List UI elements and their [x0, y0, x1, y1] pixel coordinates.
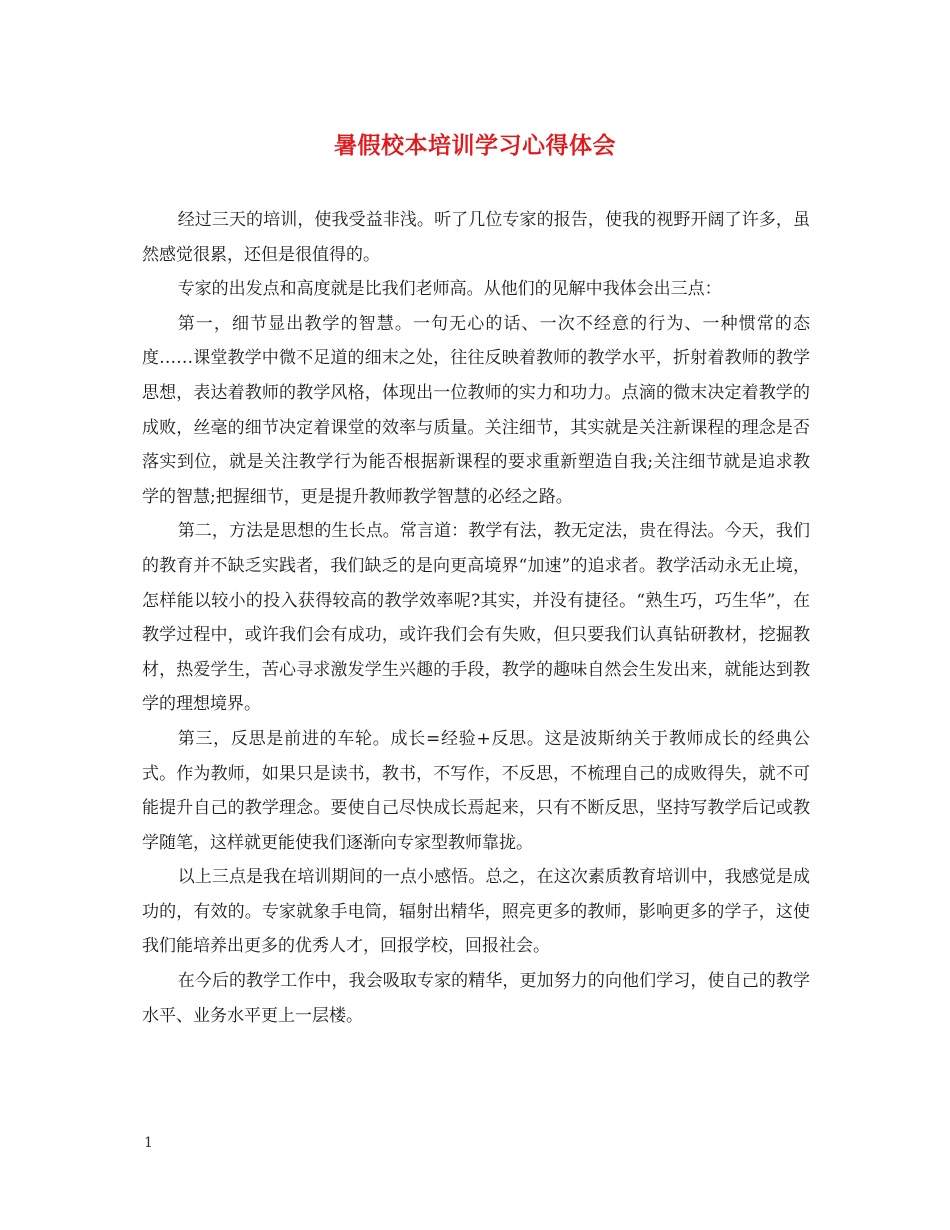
paragraph-3: 第一，细节显出教学的智慧。一句无心的话、一次不经意的行为、一种惯常的态度……课堂教学中微不足道的细末之处，往往反映着教师的教学水平，折射着教师的教学思想，表达着教师的教学风格，体现出一位教师的实力和功力。点滴的微末决定着教学的成败，丝毫的细节决定着课堂的效率与质量。关注细节，其实就是关注新课程的理念是否落实到位，就是关注教学行为能否根据新课程的要求重新塑造自我;关注细节就是追求教学的智慧;把握细节，更是提升教师教学智慧的必经之路。	[142, 313, 810, 507]
page-number: 1	[144, 1135, 153, 1151]
document-body	[142, 203, 810, 1033]
paragraph-6: 以上三点是我在培训期间的一点小感悟。总之，在这次素质教育培训中，我感觉是成功的，有效的。专家就象手电筒，辐射出精华，照亮更多的教师，影响更多的学子，这使我们能培养出更多的优秀人才，回报学校，回报社会。	[142, 867, 810, 957]
paragraph-2: 专家的出发点和高度就是比我们老师高。从他们的见解中我体会出三点：	[177, 279, 722, 300]
paragraph-4: 第二，方法是思想的生长点。常言道：教学有法，教无定法，贵在得法。今天，我们的教育并不缺乏实践者，我们缺乏的是向更高境界“加速”的追求者。教学活动永无止境，怎样能以较小的投入获得较高的教学效率呢?其实，并没有捷径。“熟生巧，巧生华”，在教学过程中，或许我们会有成功，或许我们会有失败，但只要我们认真钻研教材，挖掘教材，热爱学生，苦心寻求激发学生兴趣的手段，教学的趣味自然会生发出来，就能达到教学的理想境界。	[142, 521, 810, 715]
page-title: 暑假校本培训学习心得体会	[334, 132, 616, 159]
paragraph-5: 第三，反思是前进的车轮。成长=经验+反思。这是波斯纳关于教师成长的经典公式。作为教师，如果只是读书，教书，不写作，不反思，不梳理自己的成败得失，就不可能提升自己的教学理念。要使自己尽快成长焉起来，只有不断反思，坚持写教学后记或教学随笔，这样就更能使我们逐渐向专家型教师靠拢。	[142, 728, 810, 853]
paragraph-1: 经过三天的培训，使我受益非浅。听了几位专家的报告，使我的视野开阔了许多，虽然感觉很累，还但是很值得的。	[142, 210, 810, 265]
paragraph-7: 在今后的教学工作中，我会吸取专家的精华，更加努力的向他们学习，使自己的教学水平、业务水平更上一层楼。	[142, 971, 810, 1026]
